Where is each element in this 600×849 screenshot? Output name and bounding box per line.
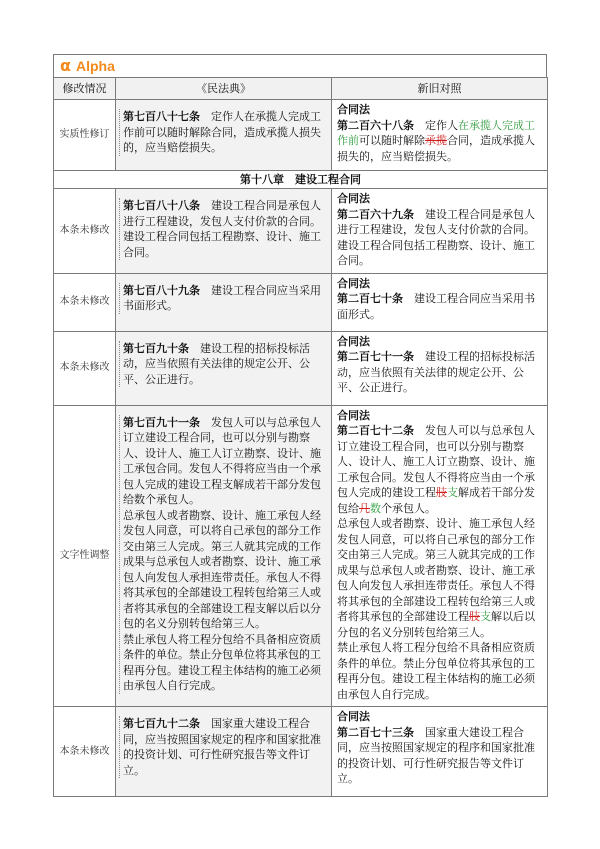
old-article-number: 第二百七十一条 (337, 350, 414, 363)
header-status: 修改情况 (54, 78, 116, 100)
old-text: 建设工程合同应当采用书面形式。 (337, 292, 535, 321)
added-text: 在承揽人完成工作前 (337, 118, 535, 147)
added-text: 支 (447, 486, 458, 499)
compare-cell (332, 331, 548, 405)
old-text: 国家重大建设工程合同，应当按照国家规定的程序和国家批准的投资计划、可行性研究报告等文件订立。 (337, 725, 535, 785)
compare-cell (332, 100, 548, 171)
status-cell: 文字性调整 (54, 405, 116, 707)
comparison-table (53, 77, 548, 797)
document-sheet (53, 54, 547, 797)
article-text: 建设工程的招标投标活动，应当依照有关法律的规定公开、公平、公正进行。 (123, 341, 310, 386)
alpha-logo-icon: α (60, 56, 71, 75)
old-law-name: 合同法 (337, 408, 370, 422)
status-cell: 本条未修改 (54, 189, 116, 274)
deleted-text: 几 (359, 501, 370, 515)
old-text-seg: 定作人 (414, 118, 458, 132)
article-number: 第七百九十一条 (123, 415, 200, 429)
article-number: 第七百八十九条 (123, 283, 200, 297)
deleted-text: 肢 (469, 610, 480, 623)
old-text-seg: 发包人可以与总承包人订立建设工程合同，也可以分别与勘察人、设计人、施工人订立勘察、设计、施工承包合同。发包人不得将应当由一个承包人完成的建设工程 (337, 424, 535, 499)
article-number: 第七百八十七条 (123, 110, 200, 123)
old-text: 建设工程合同包括工程勘察、设计、施工合同。 (337, 238, 535, 267)
article-text: 建设工程合同应当采用书面形式。 (123, 283, 321, 312)
compare-cell (332, 707, 548, 797)
table-header-row (54, 78, 548, 100)
old-text-seg: 合同，造成承揽人损失的，应当赔偿损失。 (337, 134, 535, 163)
old-text-seg: 可以随时解除 (359, 134, 425, 147)
article-text: 总承包人或者勘察、设计、施工承包人经发包人同意，可以将自己承包的部分工作交由第三人完成。第三人就其完成的工作成果与总承包人或者勘察、设计、施工承包人向发包人承担连带责任。承包人不得将其承包的全部建设工程转包给第三人或者将其承包的全部建设工程支解以后以分包的名义分别转包给第三人。 (123, 508, 321, 630)
header-civil-code: 《民法典》 (116, 78, 332, 100)
table-row (54, 331, 548, 405)
compare-cell (332, 405, 548, 707)
table-row (54, 100, 548, 171)
old-law-name: 合同法 (337, 334, 370, 348)
old-law-name: 合同法 (337, 192, 370, 205)
compare-cell (332, 189, 548, 274)
added-text: 支 (480, 610, 491, 623)
article-number: 第七百八十八条 (123, 199, 200, 212)
chapter-title: 第十八章 建设工程合同 (54, 171, 548, 189)
old-text-seg: 解成若干部分发包给 (337, 486, 535, 515)
article-text: 发包人可以与总承包人订立建设工程合同，也可以分别与勘察人、设计人、施工人订立勘察、设计、施工承包合同。发包人不得将应当由一个承包人完成的建设工程支解成若干部分发包给数个承包人。 (123, 415, 321, 506)
added-text: 数 (370, 501, 381, 515)
old-article-number: 第二百七十三条 (337, 725, 414, 739)
deleted-text: 肢 (436, 486, 447, 499)
old-article-number: 第二百七十二条 (337, 424, 414, 437)
header-compare: 新旧对照 (332, 78, 548, 100)
status-cell: 本条未修改 (54, 707, 116, 797)
table-row (54, 189, 548, 274)
civil-code-cell (116, 707, 332, 797)
civil-code-cell (116, 405, 332, 707)
compare-cell (332, 273, 548, 331)
old-text: 禁止承包人将工程分包给不具备相应资质条件的单位。禁止分包单位将其承包的工程再分包。建设工程主体结构的施工必须由承包人自行完成。 (337, 641, 535, 701)
old-article-number: 第二百七十条 (337, 292, 403, 305)
old-law-name: 合同法 (337, 710, 370, 723)
civil-code-cell (116, 100, 332, 171)
civil-code-cell (116, 273, 332, 331)
status-cell: 本条未修改 (54, 273, 116, 331)
old-law-name: 合同法 (337, 103, 370, 116)
civil-code-cell (116, 189, 332, 274)
deleted-text: 承揽 (425, 134, 447, 147)
status-cell: 本条未修改 (54, 331, 116, 405)
article-number: 第七百九十二条 (123, 717, 200, 730)
article-text: 建设工程合同是承包人进行工程建设，发包人支付价款的合同。 (123, 199, 321, 228)
old-text-seg: 解以后以分包的名义分别转包给第三人。 (337, 610, 535, 639)
article-text: 禁止承包人将工程分包给不具备相应资质条件的单位。禁止分包单位将其承包的工程再分包。建设工程主体结构的施工必须由承包人自行完成。 (123, 632, 321, 692)
chapter-row (54, 171, 548, 189)
article-number: 第七百九十条 (123, 341, 189, 355)
table-row (54, 273, 548, 331)
old-text-seg: 总承包人或者勘察、设计、施工承包人经发包人同意，可以将自己承包的部分工作交由第三人完成。第三人就其完成的工作成果与总承包人或者勘察、设计、施工承包人向发包人承担连带责任。承包人不得将其承包的全部建设工程转包给第三人或者将其承包的全部建设工程 (337, 517, 535, 623)
civil-code-cell (116, 331, 332, 405)
article-text: 定作人在承揽人完成工作前可以随时解除合同，造成承揽人损失的，应当赔偿损失。 (123, 110, 321, 154)
old-law-name: 合同法 (337, 276, 370, 290)
status-cell: 实质性修订 (54, 100, 116, 171)
article-text: 建设工程合同包括工程勘察、设计、施工合同。 (123, 230, 321, 259)
old-text: 建设工程合同是承包人进行工程建设，发包人支付价款的合同。 (337, 207, 535, 236)
article-text: 国家重大建设工程合同，应当按照国家规定的程序和国家批准的投资计划、可行性研究报告等文件订立。 (123, 717, 321, 777)
brand-bar (53, 54, 547, 77)
table-row (54, 707, 548, 797)
old-article-number: 第二百六十九条 (337, 207, 414, 221)
old-article-number: 第二百六十八条 (337, 118, 414, 132)
old-text: 建设工程的招标投标活动，应当依照有关法律的规定公开、公平、公正进行。 (337, 350, 535, 394)
table-row (54, 405, 548, 707)
old-text-seg: 个承包人。 (381, 501, 436, 515)
brand-name: Alpha (76, 58, 115, 74)
